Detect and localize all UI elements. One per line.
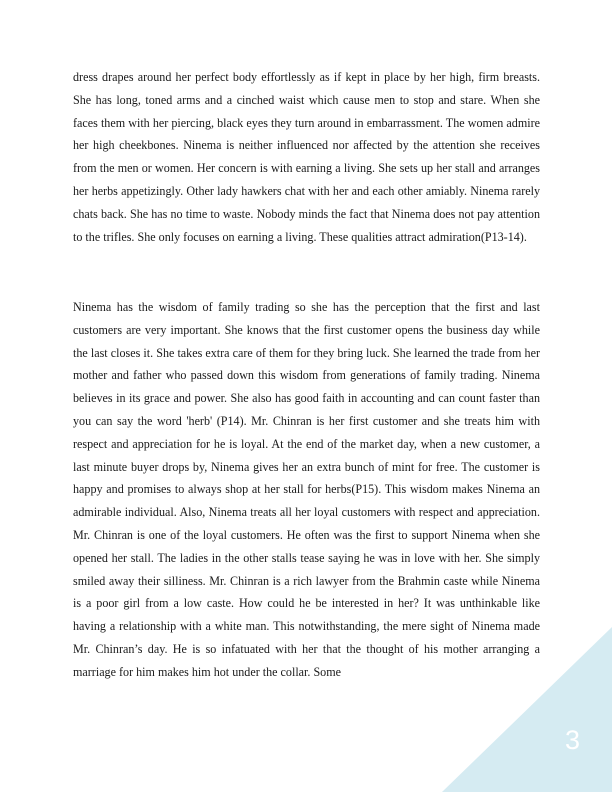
body-paragraph: Ninema has the wisdom of family trading so she has the perception that the first and last customers are very important. She knows that the first customer opens the business day while the last closes it. She takes extra care of them for they bring luck. She learned the trade from her mother and father who passed down this wisdom from generations of family trading. Ninema believes in its grace and power. She also has good faith in accounting and can count faster than you can say the word 'herb' (P14). Mr. Chinran is her first customer and she treats him with respect and appreciation for he is loyal. At the end of the market day, when a new customer, a last minute buyer drops by, Ninema gives her an extra bunch of mint for free. The customer is happy and promises to always shop at her stall for herbs(P15). This wisdom makes Ninema an admirable individual. Also, Ninema treats all her loyal customers with respect and appreciation. Mr. Chinran is one of the loyal customers. He often was the first to support Ninema when she opened her stall. The ladies in the other stalls tease saying he was in love with her. She simply smiled away their silliness. Mr. Chinran is a rich lawyer from the Brahmin caste while Ninema is a poor girl from a low caste. How could he be interested in her? It was unthinkable like having a relationship with a white man. This notwithstanding, the mere sight of Ninema made Mr. Chinran’s day. He is so infatuated with her that the thought of his mother arranging a marriage for him makes him hot under the collar. Some xyxy=(73,300,540,679)
corner-decoration xyxy=(442,627,612,792)
corner-triangle xyxy=(442,627,612,792)
page-number: 3 xyxy=(564,725,580,755)
body-paragraph: dress drapes around her perfect body effortlessly as if kept in place by her high, firm breasts. She has long, toned arms and a cinched waist which cause men to stop and stare. When she faces them with her piercing, black eyes they turn around in embarrassment. The women admire her high cheekbones. Ninema is neither influenced nor affected by the attention she receives from the men or women. Her concern is with earning a living. She sets up her stall and arranges her herbs appetizingly. Other lady hawkers chat with her and each other amiably. Ninema rarely chats back. She has no time to waste. Nobody minds the fact that Ninema does not pay attention to the trifles. She only focuses on earning a living. These qualities attract admiration(P13-14). xyxy=(73,70,540,244)
